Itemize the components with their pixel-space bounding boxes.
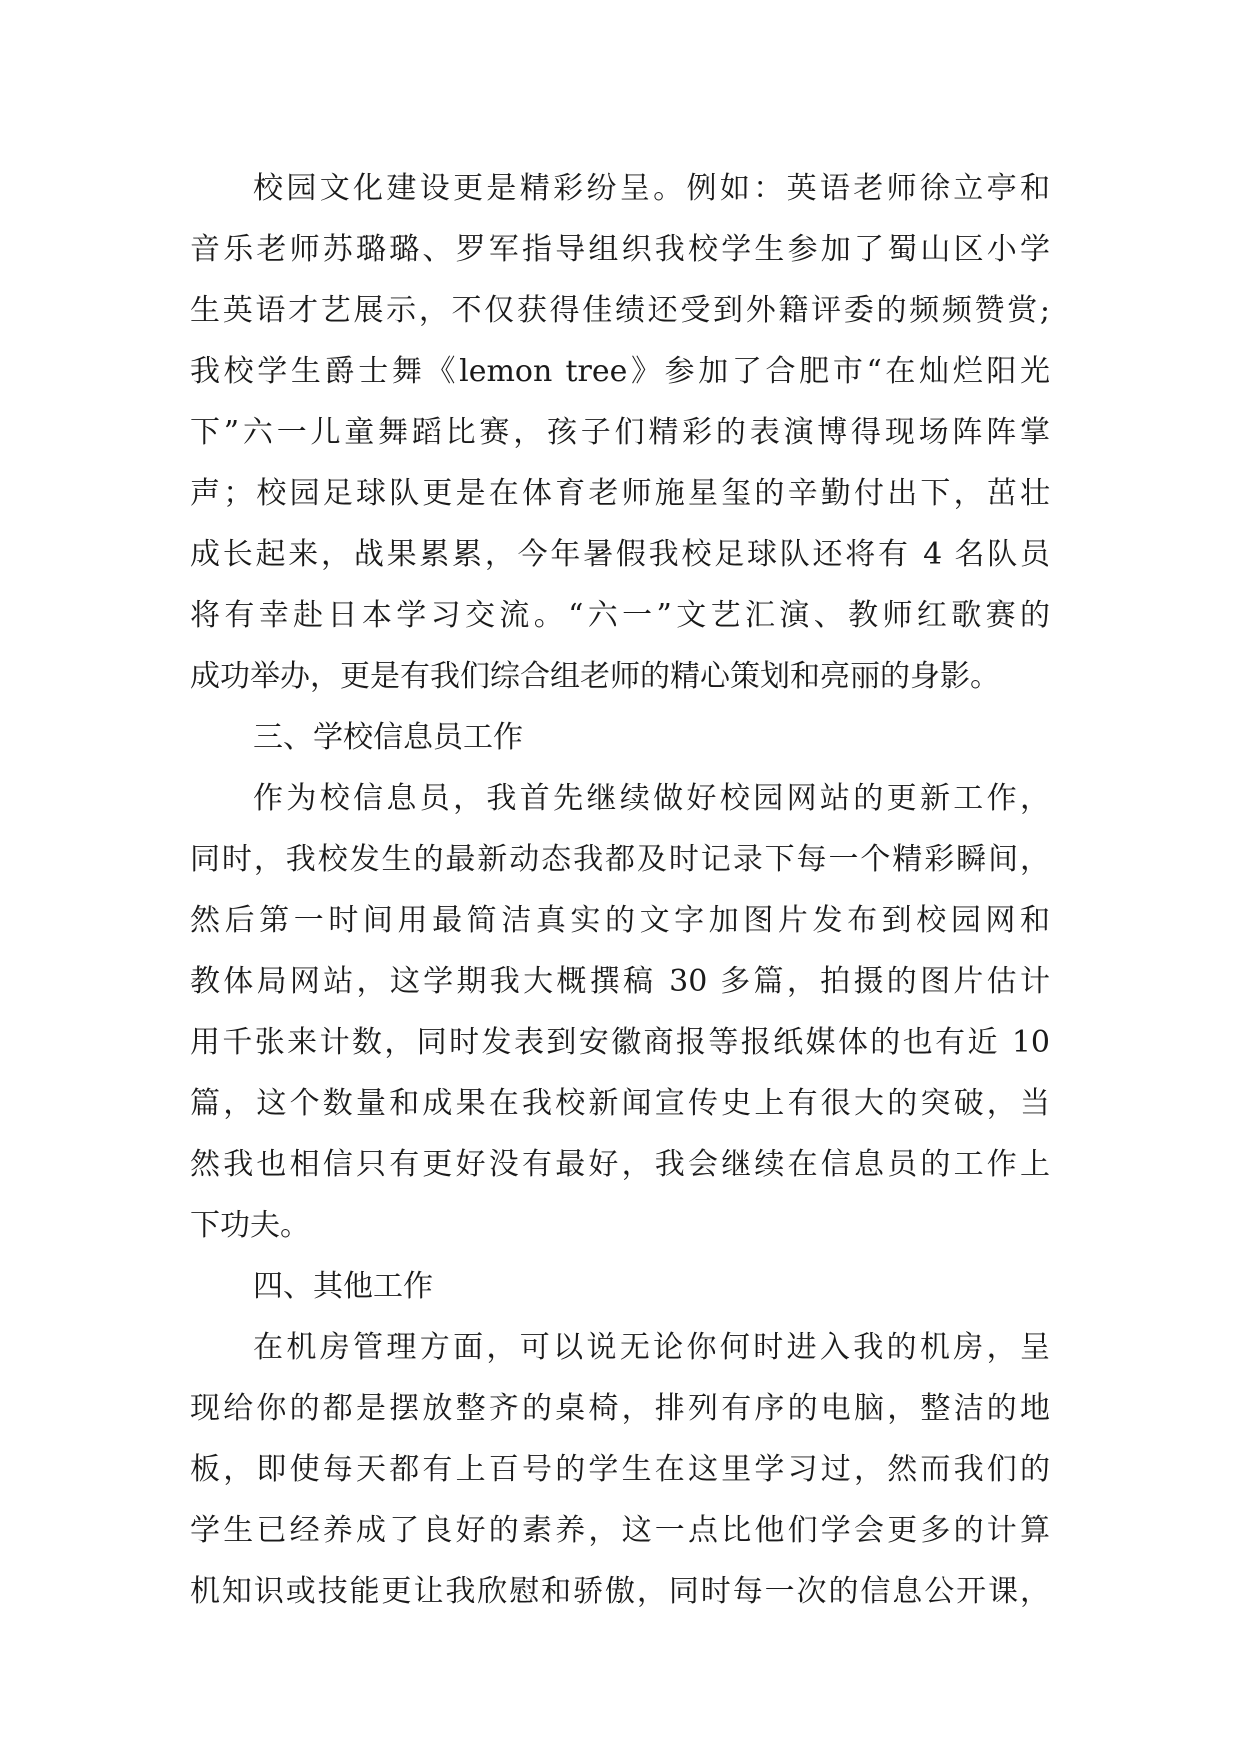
text-line: 声；校园足球队更是在体育老师施星玺的辛勤付出下，茁壮 bbox=[190, 476, 1050, 511]
document-page bbox=[190, 158, 1050, 1622]
text-line: 教体局网站，这学期我大概撰稿 30 多篇，拍摄的图片估计 bbox=[190, 964, 1050, 999]
text-line: 下”六一儿童舞蹈比赛，孩子们精彩的表演博得现场阵阵掌 bbox=[190, 415, 1050, 450]
text-line: 篇，这个数量和成果在我校新闻宣传史上有很大的突破，当 bbox=[190, 1086, 1050, 1121]
text-line: 然我也相信只有更好没有最好，我会继续在信息员的工作上 bbox=[190, 1147, 1050, 1182]
text-line: 生英语才艺展示，不仅获得佳绩还受到外籍评委的频频赞赏; bbox=[190, 293, 1050, 328]
text-line: 成功举办，更是有我们综合组老师的精心策划和亮丽的身影。 bbox=[190, 659, 1000, 694]
text-line: 学生已经养成了良好的素养，这一点比他们学会更多的计算 bbox=[190, 1513, 1050, 1548]
text-line: 在机房管理方面，可以说无论你何时进入我的机房，呈 bbox=[253, 1330, 1050, 1365]
text-line: 我校学生爵士舞《lemon tree》参加了合肥市“在灿烂阳光 bbox=[190, 354, 1050, 389]
text-line: 下功夫。 bbox=[190, 1208, 310, 1243]
section-heading: 四、其他工作 bbox=[253, 1269, 433, 1304]
text-line: 将有幸赴日本学习交流。“六一”文艺汇演、教师红歌赛的 bbox=[190, 598, 1050, 633]
text-line: 板，即使每天都有上百号的学生在这里学习过，然而我们的 bbox=[190, 1452, 1050, 1487]
text-line: 机知识或技能更让我欣慰和骄傲，同时每一次的信息公开课， bbox=[190, 1574, 1050, 1609]
text-line: 现给你的都是摆放整齐的桌椅，排列有序的电脑，整洁的地 bbox=[190, 1391, 1050, 1426]
text-line: 音乐老师苏璐璐、罗军指导组织我校学生参加了蜀山区小学 bbox=[190, 232, 1050, 267]
text-line: 校园文化建设更是精彩纷呈。例如：英语老师徐立亭和 bbox=[253, 171, 1050, 206]
text-line: 成长起来，战果累累，今年暑假我校足球队还将有 4 名队员 bbox=[190, 537, 1050, 572]
text-line: 用千张来计数，同时发表到安徽商报等报纸媒体的也有近 10 bbox=[190, 1025, 1050, 1060]
text-line: 作为校信息员，我首先继续做好校园网站的更新工作， bbox=[253, 781, 1050, 816]
section-heading: 三、学校信息员工作 bbox=[253, 720, 523, 755]
text-line: 然后第一时间用最简洁真实的文字加图片发布到校园网和 bbox=[190, 903, 1050, 938]
text-line: 同时，我校发生的最新动态我都及时记录下每一个精彩瞬间， bbox=[190, 842, 1050, 877]
